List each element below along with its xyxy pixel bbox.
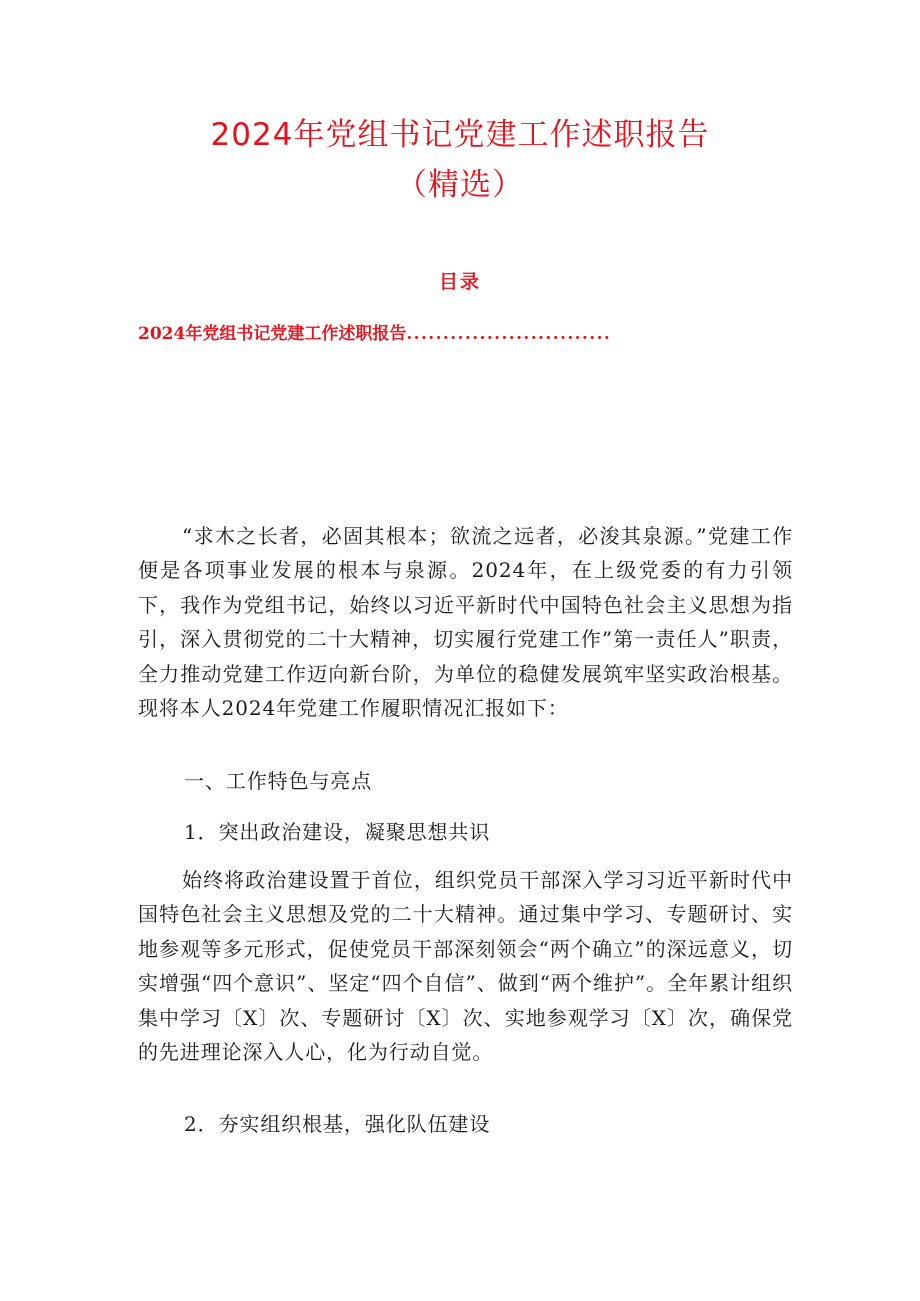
toc-entry-label[interactable]: 2024年党组书记党建工作述职报告 (138, 324, 407, 344)
subsection-1-paragraph: 始终将政治建设置于首位，组织党员干部深入学习习近平新时代中国特色社会主义思想及党的二十大精神。通过集中学习、专题研讨、实地参观等多元形式，促使党员干部深刻领会“两个确立”的深远意义，切实增强“四个意识”、坚定“四个自信”、做到“两个维护”。全年累计组织集中学习〔X〕次、专题研讨〔X〕次、实地参观学习〔X〕次，确保党的先进理论深入人心，化为行动自觉。 (138, 868, 793, 1065)
toc-entry-leader: ............................ (406, 324, 612, 344)
toc-entry[interactable] (138, 326, 611, 343)
intro-paragraph-block (138, 519, 793, 725)
document-title: 2024年党组书记党建工作述职报告 (210, 117, 710, 153)
subsection-2-heading: 2．夯实组织根基，强化队伍建设 (184, 1112, 491, 1136)
toc-heading: 目录 (438, 271, 481, 293)
subsection-2-block (184, 1107, 784, 1141)
intro-paragraph: “求木之长者，必固其根本；欲流之远者，必浚其泉源。”党建工作便是各项事业发展的根本与泉源。2024年，在上级党委的有力引领下，我作为党组书记，始终以习近平新时代中国特色社会主义思想为指引，深入贯彻党的二十大精神，切实履行党建工作”第一责任人”职责，全力推动党建工作迈向新台阶，为单位的稳健发展筑牢坚实政治根基。现将本人2024年党建工作履职情况汇报如下： (138, 524, 793, 721)
section-heading-block (184, 764, 784, 798)
document-subtitle: （精选） (396, 167, 524, 203)
subsection-1-paragraph-block (138, 863, 793, 1069)
subsection-1-heading: 1．突出政治建设，凝聚思想共识 (184, 820, 491, 844)
section-1-heading: 一、工作特色与亮点 (184, 769, 373, 793)
subsection-1-block (184, 815, 784, 849)
